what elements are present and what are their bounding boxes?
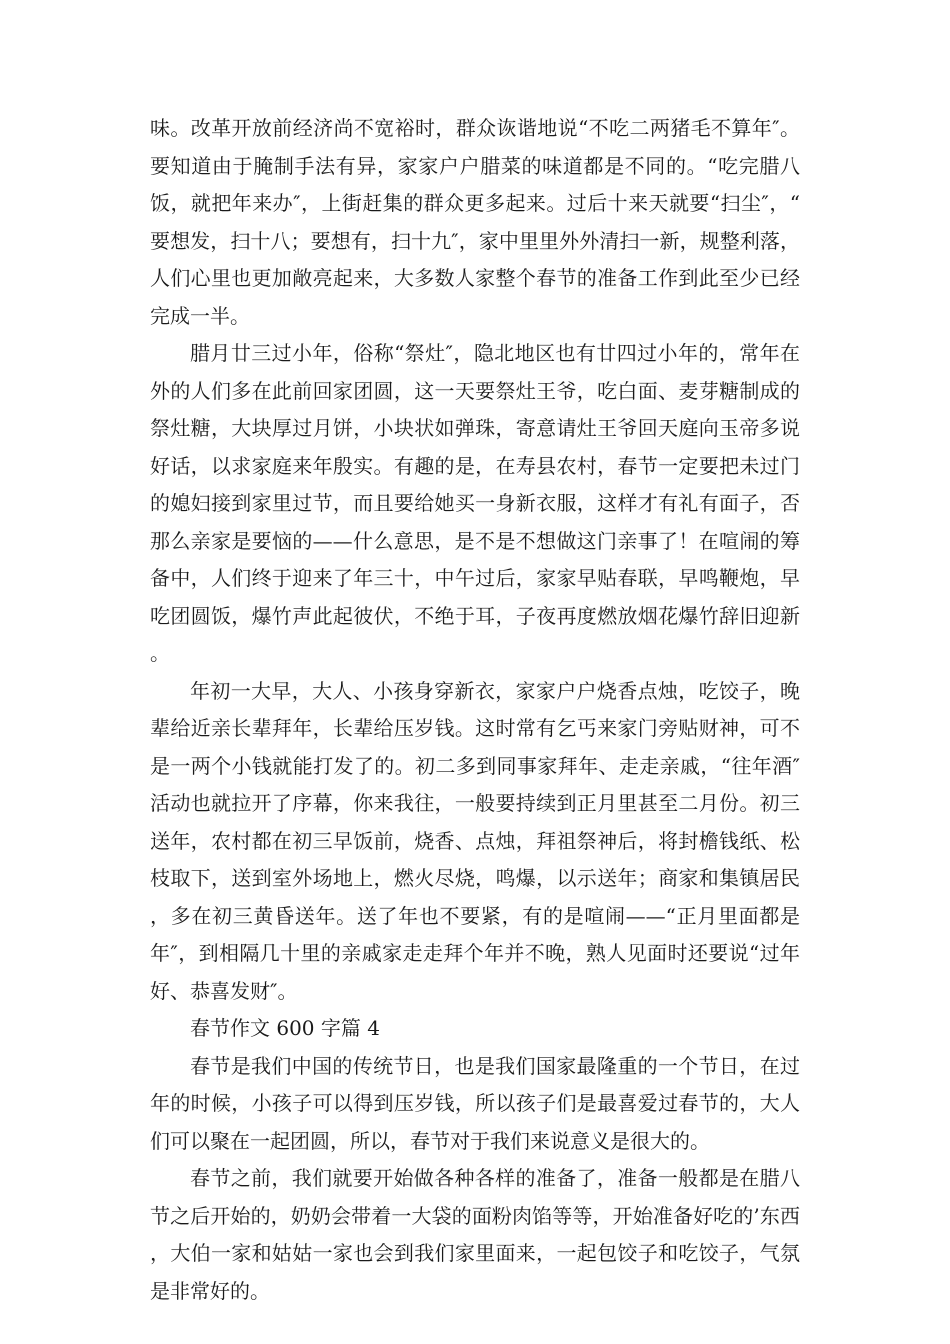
section-heading: 春节作文 600 字篇 4 [190,1016,380,1040]
body-paragraph-3: 年初一大早，大人、小孩身穿新衣，家家户户烧香点烛，吃饺子，晚辈给近亲长辈拜年，长辈给压岁钱。这时常有乞丐来家门旁贴财神，可不是一两个小钱就能打发了的。初二多到同事家拜年、走走亲戚，“往年酒″活动也就拉开了序幕，你来我往，一般要持续到正月里甚至二月份。初三送年，农村都在初三早饭前，烧香、点烛，拜祖祭神后，将封檐钱纸、松枝取下，送到室外场地上，燃火尽烧，鸣爆，以示送年；商家和集镇居民，多在初三黄昏送年。送了年也不要紧，有的是喧闹——“正月里面都是年″，到相隔几十里的亲戚家走走拜个年并不晚，熟人见面时还要说“过年好、恭喜发财″。 [150,678,800,1003]
document-page [150,110,800,1310]
body-paragraph-1: 味。改革开放前经济尚不宽裕时，群众诙谐地说“不吃二两猪毛不算年″。要知道由于腌制手法有异，家家户户腊菜的味道都是不同的。“吃完腊八饭，就把年来办″，上街赶集的群众更多起来。过后十来天就要“扫尘″，“要想发，扫十八；要想有，扫十九″，家中里里外外清扫一新，规整利落，人们心里也更加敞亮起来，大多数人家整个春节的准备工作到此至少已经完成一半。 [150,116,800,328]
section-paragraph-1: 春节是我们中国的传统节日，也是我们国家最隆重的一个节日，在过年的时候，小孩子可以得到压岁钱，所以孩子们是最喜爱过春节的，大人们可以聚在一起团圆，所以，春节对于我们来说意义是很大的。 [150,1053,800,1153]
section-paragraph-2: 春节之前，我们就要开始做各种各样的准备了，准备一般都是在腊八节之后开始的，奶奶会带着一大袋的面粉肉馅等等，开始准备好吃的’东西，大伯一家和姑姑一家也会到我们家里面来，一起包饺子和吃饺子，气氛是非常好的。 [150,1166,800,1303]
body-paragraph-2: 腊月廿三过小年，俗称“祭灶″，隐北地区也有廿四过小年的，常年在外的人们多在此前回家团圆，这一天要祭灶王爷，吃白面、麦芽糖制成的祭灶糖，大块厚过月饼，小块状如弹珠，寄意请灶王爷回天庭向玉帝多说好话，以求家庭来年殷实。有趣的是，在寿县农村，春节一定要把未过门的媳妇接到家里过节，而且要给她买一身新衣服，这样才有礼有面子，否那么亲家是要恼的——什么意思，是不是不想做这门亲事了！在喧闹的筹备中，人们终于迎来了年三十，中午过后，家家早贴春联，早鸣鞭炮，早吃团圆饭，爆竹声此起彼伏，不绝于耳，子夜再度燃放烟花爆竹辞旧迎新。 [150,341,800,665]
